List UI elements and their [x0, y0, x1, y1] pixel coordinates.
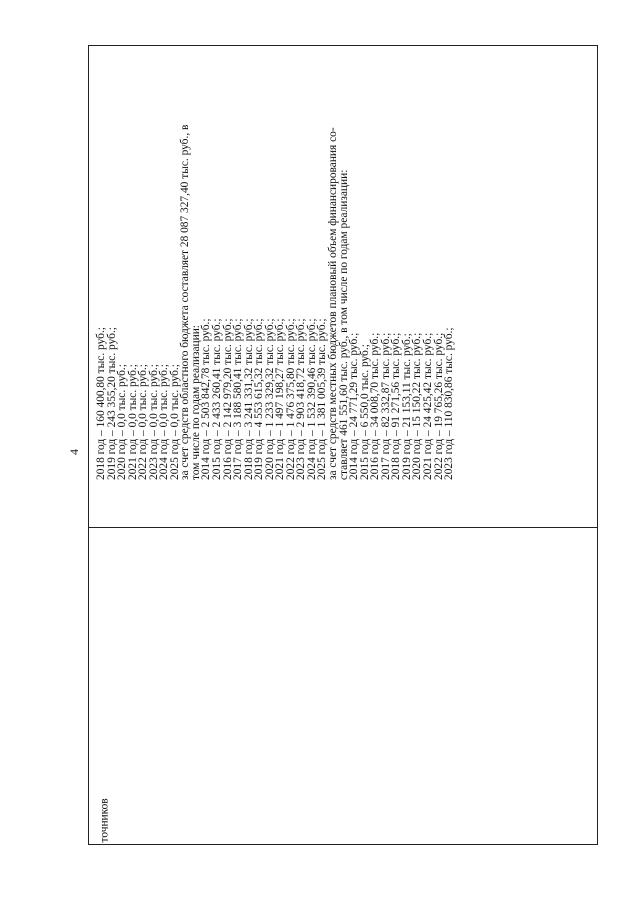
funding-line: 2019 год – 21 153,11 тыс. руб.;: [400, 333, 413, 480]
funding-line: 2020 год – 1 233 329,32 тыс. руб.;: [263, 318, 276, 480]
funding-line: 2017 год – 3 188 580,41 тыс. руб.;: [232, 318, 245, 480]
funding-line: за счет средств областного бюджета составляет 28 087 327,40 тыс. руб., в: [179, 124, 192, 480]
funding-line: 2019 год – 4 553 615,32 тыс. руб.;: [253, 318, 266, 480]
row-label-cell: [94, 482, 604, 845]
funding-line: 2021 год – 1 497 198,27 тыс. руб.;: [274, 318, 287, 480]
funding-line: 2019 год – 243 355,20 тыс. руб.;: [105, 327, 118, 480]
funding-line: 2015 год – 2 433 260,41 тыс. руб.;: [211, 318, 224, 480]
funding-line: 2014 год – 2 503 842,78 тыс. руб.;: [200, 318, 213, 480]
funding-line: ставляет 461 551,60 тыс. руб., в том числе по годам реализации:: [337, 169, 350, 480]
funding-line: 2021 год – 0,0 тыс. руб.;: [126, 364, 139, 480]
funding-line: 2022 год – 0,0 тыс. руб.;: [137, 364, 150, 480]
funding-line: 2022 год – 19 765,26 тыс. руб.;: [432, 332, 445, 480]
funding-line: 2021 год – 24 425,42 тыс. руб.;: [421, 332, 434, 480]
funding-line: 2024 год – 1 532 390,46 тыс. руб.;: [305, 318, 318, 480]
funding-line: 2025 год – 0,0 тыс. руб.;: [168, 364, 181, 480]
funding-line: 2023 год – 2 903 418,72 тыс. руб.;: [295, 318, 308, 480]
funding-line: 2016 год – 34 008,70 тыс. руб.;: [369, 332, 382, 480]
funding-line: 2023 год – 0,0 тыс. руб.;: [147, 364, 160, 480]
funding-line: 2020 год – 0,0 тыс. руб.;: [116, 364, 129, 480]
funding-line: 2018 год – 91 271,56 тыс. руб.;: [390, 332, 403, 480]
funding-line: 2014 год – 24 771,29 тыс. руб.;: [348, 332, 361, 480]
funding-line: 2016 год – 2 142 979,20 тыс. руб.;: [221, 318, 234, 480]
funding-line: 2018 год – 3 241 331,32 тыс. руб.;: [242, 318, 255, 480]
funding-line: за счет средств местных бюджетов плановый объем финансирования со-: [327, 127, 340, 480]
row-label-text: точников: [98, 798, 111, 843]
funding-line: том числе по годам реализации:: [189, 325, 202, 480]
funding-line: 2020 год – 15 150,22 тыс. руб.;: [411, 332, 424, 480]
funding-details-cell: [94, 45, 604, 481]
funding-line: 2018 год – 160 400,80 тыс. руб.;: [95, 327, 107, 480]
page-number: 4: [67, 449, 81, 455]
funding-line: 2017 год – 82 332,87 тыс. руб.;: [379, 332, 392, 480]
funding-line: 2025 год – 1 381 005,39 тыс. руб.;: [316, 318, 329, 480]
funding-line: 2024 год – 0,0 тыс. руб.;: [158, 364, 171, 480]
funding-line: 2015 год – 6 550,0 тыс. руб.;: [358, 344, 371, 480]
funding-line: 2022 год – 1 476 375,80 тыс. руб.;: [284, 318, 297, 480]
funding-line: 2023 год – 110 830,86 тыс. руб.;: [443, 327, 456, 480]
